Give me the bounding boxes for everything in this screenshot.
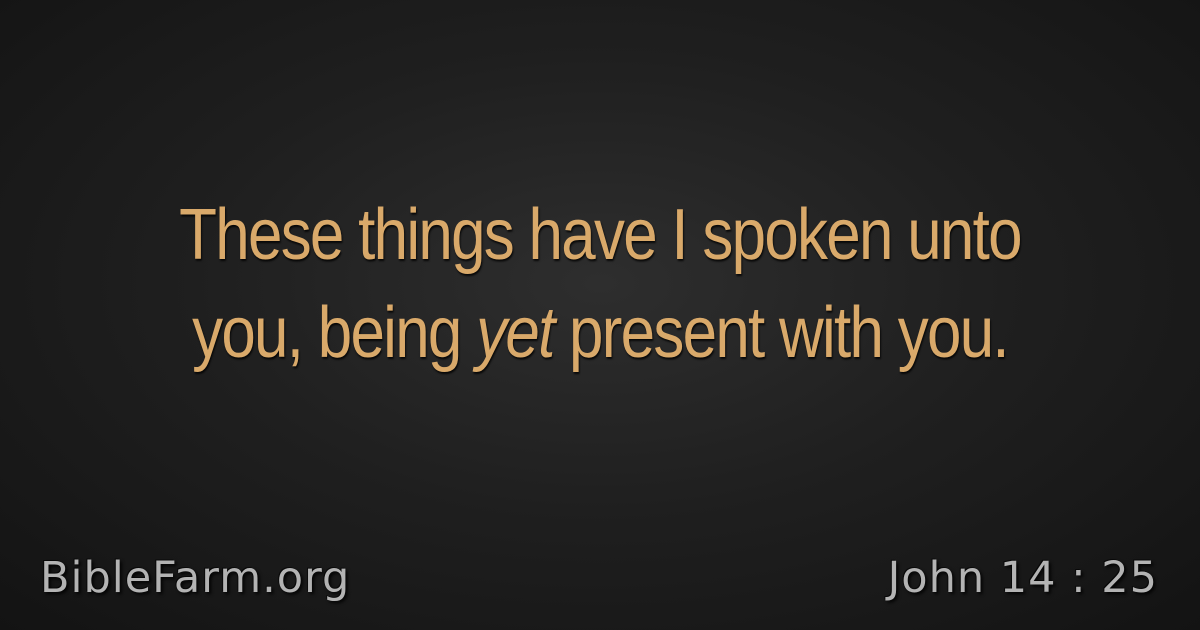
site-name: BibleFarm.org <box>40 553 351 603</box>
verse-line-2-start: you, being <box>192 293 477 373</box>
verse-line-2-end: present with you. <box>553 293 1008 373</box>
verse-emphasis-word: yet <box>476 293 554 373</box>
verse-text <box>101 186 1099 382</box>
verse-line-2 <box>101 284 1099 382</box>
verse-reference: John 14 : 25 <box>887 553 1158 603</box>
verse-line-1: These things have I spoken unto <box>179 195 1021 275</box>
